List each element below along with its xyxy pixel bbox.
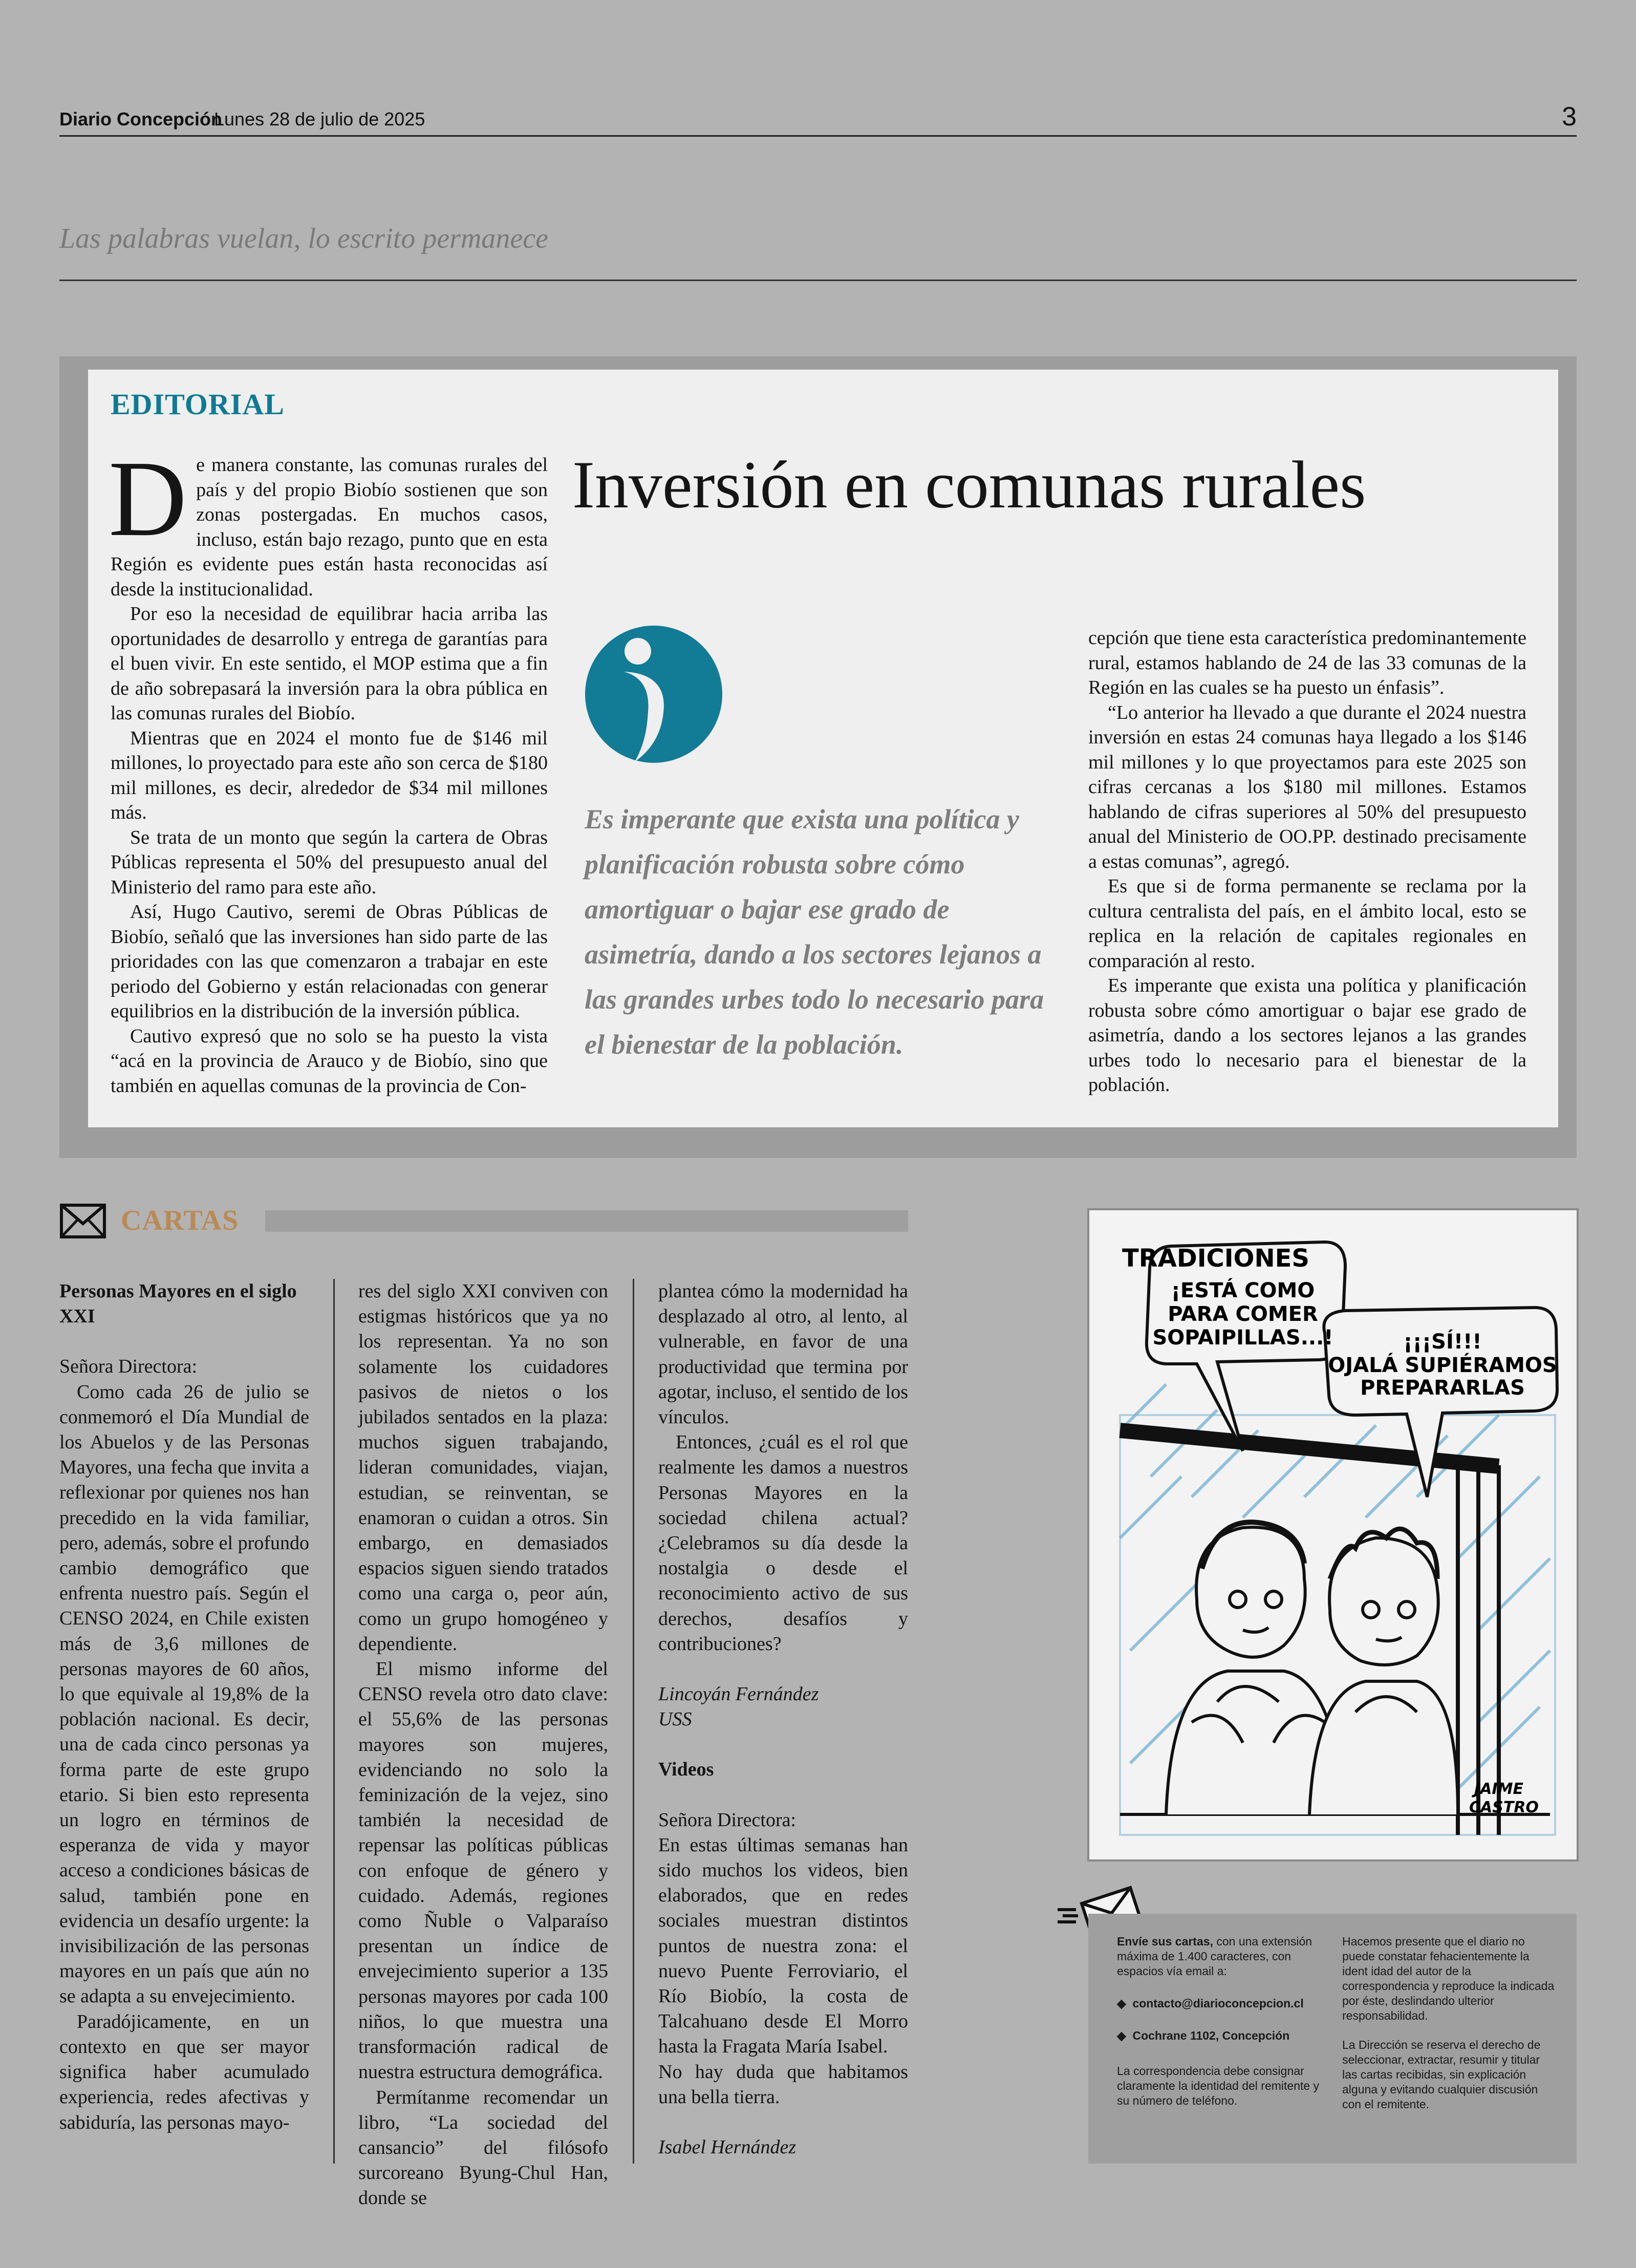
bubble-2-line: PREPARARLAS: [1360, 1376, 1525, 1400]
editorial-column-1: [109, 438, 548, 1098]
bubble-1-line: SOPAIPILLAS...!: [1152, 1326, 1333, 1350]
letters-column-3: [658, 1279, 908, 2160]
info-email: ◆ contacto@diarioconcepcion.cl: [1117, 1997, 1304, 2010]
editorial-paragraph: cepción que tiene esta característica predominantemente rural, estamos hablando de 24 de las 33 comunas de la Región en las cuales se ha puesto un énfasis”.: [1088, 627, 1526, 698]
editorial-paragraph: Por eso la necesidad de equilibrar hacia arriba las oportunidades de desarrollo y entrega de garantías para el buen vivir. En este sentido, el MOP estima que a fin de año sobrepasará la inversión para la obra pública en las comunas rurales del Biobío.: [111, 603, 548, 724]
info-right-column: [1342, 1934, 1556, 2112]
bubble-1-line: ¡ESTÁ COMO: [1171, 1279, 1315, 1302]
info-address: ◆ Cochrane 1102, Concepción: [1117, 2029, 1290, 2042]
info-icon: [585, 623, 723, 766]
cartoon-title: TRADICIONES: [1122, 1244, 1309, 1273]
letter-paragraph: Entonces, ¿cuál es el rol que realmente les damos a nuestros Personas Mayores en la sociedad chilena actual? ¿Celebramos su día desde la nostalgia o desde el reconocimiento activo de sus derechos, desafíos y contribuciones?: [658, 1431, 908, 1655]
bubble-2-line: ¡¡¡SÍ!!!: [1403, 1330, 1482, 1354]
letter-title: Videos: [658, 1759, 714, 1781]
letter-title: Personas Mayores en el siglo XXI: [59, 1280, 297, 1328]
editorial-paragraph: Mientras que en 2024 el monto fue de $146 mil millones, lo proyectado para este año son cerca de $180 mil millones, es decir, alrededor de $34 mil millones más.: [111, 727, 548, 823]
newspaper-name: Diario Concepción: [59, 109, 223, 130]
cartas-header-bar: [265, 1210, 908, 1232]
editorial-paragraph: Es imperante que exista una política y planificación robusta sobre cómo amortiguar o bajar ese grado de asimetría, dando a los sectores lejanos a las grandes urbes todo lo necesario para el bienestar de la población.: [1088, 975, 1526, 1096]
info-left-column: [1117, 1934, 1328, 2108]
editorial-paragraph: “Lo anterior ha llevado a que durante el 2024 nuestra inversión en estas 24 comunas haya llegado a los $146 mil millones y lo que proyectamos para este 2025 son cifras cercanas a los $180 mil millones. Estamos hablando de cifras superiores al 50% del presupuesto anual del Ministerio de OO.PP. destinado precisamente a estas comunas”, agregó.: [1088, 701, 1526, 872]
cartoon-character-right: [1309, 1529, 1458, 1814]
cartoon: [1087, 1208, 1579, 1862]
bubble-2-line: OJALÁ SUPIÉRAMOS: [1328, 1354, 1557, 1377]
info-lead: [1117, 1934, 1328, 1979]
editorial-pullquote: Es imperante que exista una política y planificación robusta sobre cómo amortiguar o bajar ese grado de asimetría, dando a los sectores lejanos a las grandes urbes todo lo necesario para el bienestar de la población.: [585, 804, 1044, 1060]
letter-paragraph: Paradójicamente, en un contexto en que ser mayor significa haber acumulado experiencia, redes afectivas y sabiduría, las personas mayo-: [59, 2010, 309, 2133]
info-address-text: Cochrane 1102, Concepción: [1132, 2029, 1290, 2042]
info-lead-bold: Envíe sus cartas,: [1117, 1935, 1213, 1948]
letters-column-1: [59, 1279, 309, 2135]
info-email-text: contacto@diarioconcepcion.cl: [1132, 1997, 1304, 2010]
letter-paragraph: En estas últimas semanas han sido muchos los videos, bien elaborados, que en redes sociales muestran distintos puntos de nuestra zona: el nuevo Puente Ferroviario, el Río Biobío, la costa de Talcahuano desde El Morro hasta la Fragata María Isabel.: [658, 1834, 908, 2058]
editorial-paragraph: Cautivo expresó que no solo se ha puesto la vista “acá en la provincia de Arauco y de Biobío, sino que también en aquellas comunas de la provincia de Con-: [111, 1025, 548, 1097]
cartas-section-label: CARTAS: [121, 1205, 239, 1236]
page-number: 3: [1562, 102, 1577, 132]
letter-paragraph: Como cada 26 de julio se conmemoró el Día Mundial de los Abuelos y de las Personas Mayores, una fecha que invita a reflexionar por quienes nos han precedido en la vida familiar, pero, además, sobre el profundo cambio demográfico que enfrenta nuestro país. Según el CENSO 2024, en Chile existen más de 3,6 millones de personas mayores de 60 años, lo que equivale al 19,8% de la población nacional. Es decir, una de cada cinco personas ya forma parte de este grupo etario. Si bien esto representa un logro en términos de esperanza de vida y mayor acceso a condiciones básicas de salud, también pone en evidencia un desafío urgente: la invisibilización de las personas mayores en un país que aún no se adapta a su envejecimiento.: [59, 1381, 309, 2007]
issue-date: Lunes 28 de julio de 2025: [214, 109, 425, 130]
editorial-paragraph: e manera constante, las comunas rurales del país y del propio Biobío sostienen que son zonas postergadas. En muchos casos, incluso, están bajo rezago, punto que en esta Región es evidente pues están hasta reconocidas así desde la institucionalidad.: [111, 454, 548, 600]
editorial-section-label: EDITORIAL: [111, 388, 285, 421]
letter-signature: Isabel Hernández: [658, 2136, 797, 2158]
info-rights: La Dirección se reserva el derecho de seleccionar, extractar, resumir y titular las cartas recibidas, sin explicación alguna y evitando cualquier discusión con el remitente.: [1342, 2038, 1541, 2111]
editorial-column-3: [1088, 626, 1526, 1098]
info-note: La correspondencia debe consignar claramente la identidad del remitente y su número de teléfono.: [1117, 2064, 1320, 2107]
letter-paragraph: Permítanme recomendar un libro, “La sociedad del cansancio” del filósofo surcoreano Byung-Chul Han, donde se: [358, 2086, 608, 2209]
masthead: [59, 102, 1577, 137]
editorial-paragraph: Así, Hugo Cautivo, seremi de Obras Públicas de Biobío, señaló que las inversiones han sido parte de las prioridades con las que comenzaron a trabajar en este periodo del Gobierno y están relacionadas con generar equilibrios en la distribución de la inversión pública.: [111, 901, 548, 1022]
letters-column-2: [358, 1279, 608, 2211]
cartoon-drawing: [1089, 1210, 1577, 1859]
letter-paragraph: No hay duda que habitamos una bella tierra.: [658, 2061, 908, 2108]
editorial-paragraph: Se trata de un monto que según la cartera de Obras Públicas representa el 50% del presupuesto anual del Ministerio del ramo para este año.: [111, 826, 548, 898]
envelope-icon: [59, 1203, 106, 1239]
slogan-divider: [59, 280, 1577, 281]
cartoon-signature: CASTRO: [1469, 1799, 1539, 1816]
letter-paragraph: res del siglo XXI conviven con estigmas históricos que ya no los representan. Ya no son solamente los cuidadores pasivos de nietos o los jubilados sentados en la plaza: muchos siguen trabajando, lideran comunidades, viajan, estudian, se reinventan, se enamoran o cuidan a otros. Sin embargo, en demasiados espacios siguen siendo tratados como una carga o, peor aún, como un grupo homogéneo y dependiente.: [358, 1280, 608, 1655]
column-divider: [333, 1279, 335, 2164]
info-disclaimer: Hacemos presente que el diario no puede constatar fehacientemente la ident idad del autor de la correspondencia y reproduce la indicada por éste, deslindando ulterior responsabilidad.: [1342, 1935, 1555, 2022]
letter-salutation: Señora Directora:: [59, 1356, 198, 1378]
letter-signature: Lincoyán Fernández: [658, 1683, 819, 1705]
letter-salutation: Señora Directora:: [658, 1809, 797, 1831]
editorial-title: Inversión en comunas rurales: [572, 447, 1366, 522]
bubble-1-line: PARA COMER: [1168, 1302, 1318, 1326]
drop-cap: D: [109, 438, 187, 559]
column-divider: [633, 1279, 634, 2164]
editorial-paragraph: Es que si de forma permanente se reclama por la cultura centralista del país, en el ámbito local, esto se replica en la relación de capitales regionales en comparación al resto.: [1088, 875, 1526, 972]
letter-affiliation: USS: [658, 1708, 692, 1730]
cartoon-signature: JAIME: [1474, 1780, 1523, 1798]
slogan: Las palabras vuelan, lo escrito permanece: [59, 223, 548, 254]
letter-paragraph: El mismo informe del CENSO revela otro dato clave: el 55,6% de las personas mayores son mujeres, evidenciando no solo la feminización de la vejez, sino también la necesidad de repensar las políticas públicas con enfoque de género y cuidado. Además, regiones como Ñuble o Valparaíso presentan un índice de envejecimiento superior a 135 personas mayores por cada 100 niños, lo que muestra una transformación radical de nuestra estructura demográfica.: [358, 1658, 608, 2083]
letter-paragraph: plantea cómo la modernidad ha desplazado al otro, al lento, al vulnerable, en favor de una productividad que termina por agotar, incluso, el sentido de los vínculos.: [658, 1280, 908, 1428]
info-lead-text: con una extensión máxima de 1.400 caracteres, con espacios vía email a:: [1117, 1935, 1312, 1978]
